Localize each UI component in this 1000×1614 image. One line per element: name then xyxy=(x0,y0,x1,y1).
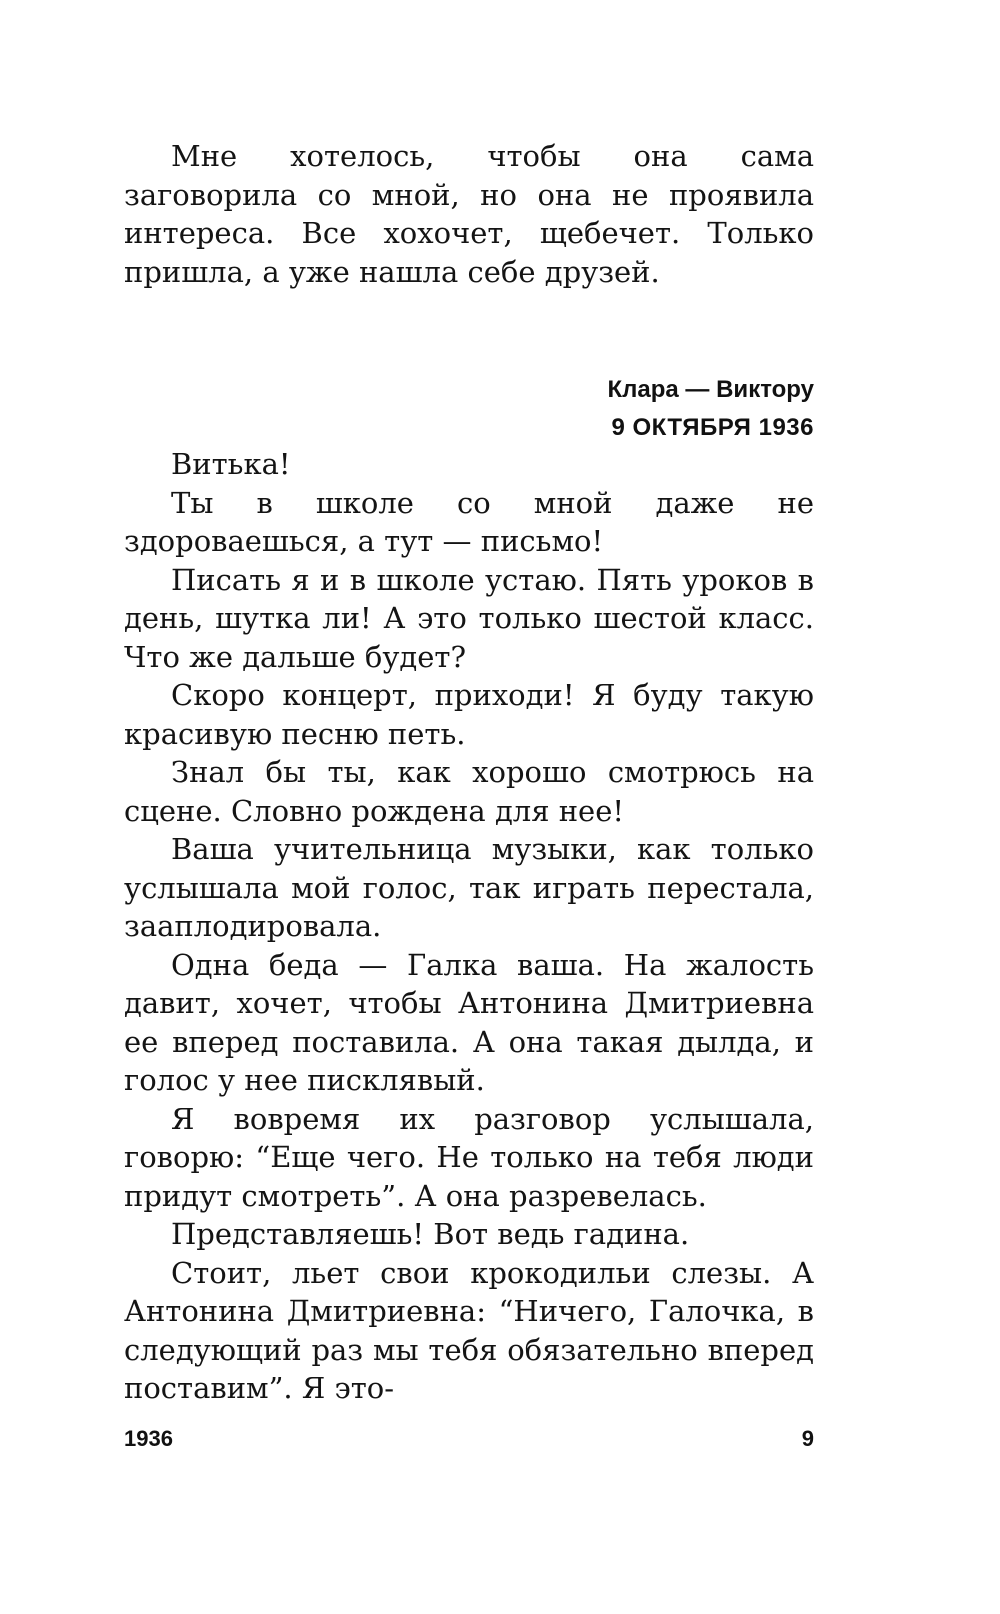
intro-text xyxy=(124,137,814,291)
paragraph: Ваша учительница музыки, как только услышала мой голос, так играть перестала, зааплодировала. xyxy=(124,832,814,943)
page-number: 9 xyxy=(801,1426,814,1451)
paragraph: Ты в школе со мной даже не здороваешься, а тут — письмо! xyxy=(124,485,814,558)
paragraph: Одна беда — Галка ваша. На жалость давит, хочет, чтобы Антонина Дмитриевна ее вперед поставила. А она такая дылда, и голос у нее писклявый. xyxy=(124,947,814,1097)
letter-date: 9 ОКТЯБРЯ 1936 xyxy=(611,414,814,441)
letter-body xyxy=(124,445,814,1408)
paragraph: Представляешь! Вот ведь гадина. xyxy=(171,1217,690,1251)
paragraph: Писать я и в школе устаю. Пять уроков в день, шутка ли! А это только шестой класс. Что же дальше будет? xyxy=(124,562,814,674)
paragraph: Я вовремя их разговор услышала, говорю: “Еще чего. Не только на тебя люди придут смотреть”. А она разревелась. xyxy=(124,1101,814,1213)
paragraph: Знал бы ты, как хорошо смотрюсь на сцене. Словно рождена для нее! xyxy=(124,755,814,828)
paragraph: Мне хотелось, чтобы она сама заговорила со мной, но она не проявила интереса. Все хохочет, щебечет. Только пришла, а уже нашла себе друзей. xyxy=(124,139,814,289)
paragraph: Скоро концерт, приходи! Я буду такую красивую песню петь. xyxy=(124,678,814,751)
paragraph: Витька! xyxy=(171,447,291,481)
letter-from-to: Клара — Виктору xyxy=(607,376,814,403)
running-title: 1936 xyxy=(124,1426,173,1451)
letter-heading xyxy=(124,371,814,447)
paragraph: Стоит, льет свои крокодильи слезы. А Антонина Дмитриевна: “Ничего, Галочка, в следующий раз мы тебя обязательно вперед поставим”. Я это- xyxy=(124,1255,814,1405)
